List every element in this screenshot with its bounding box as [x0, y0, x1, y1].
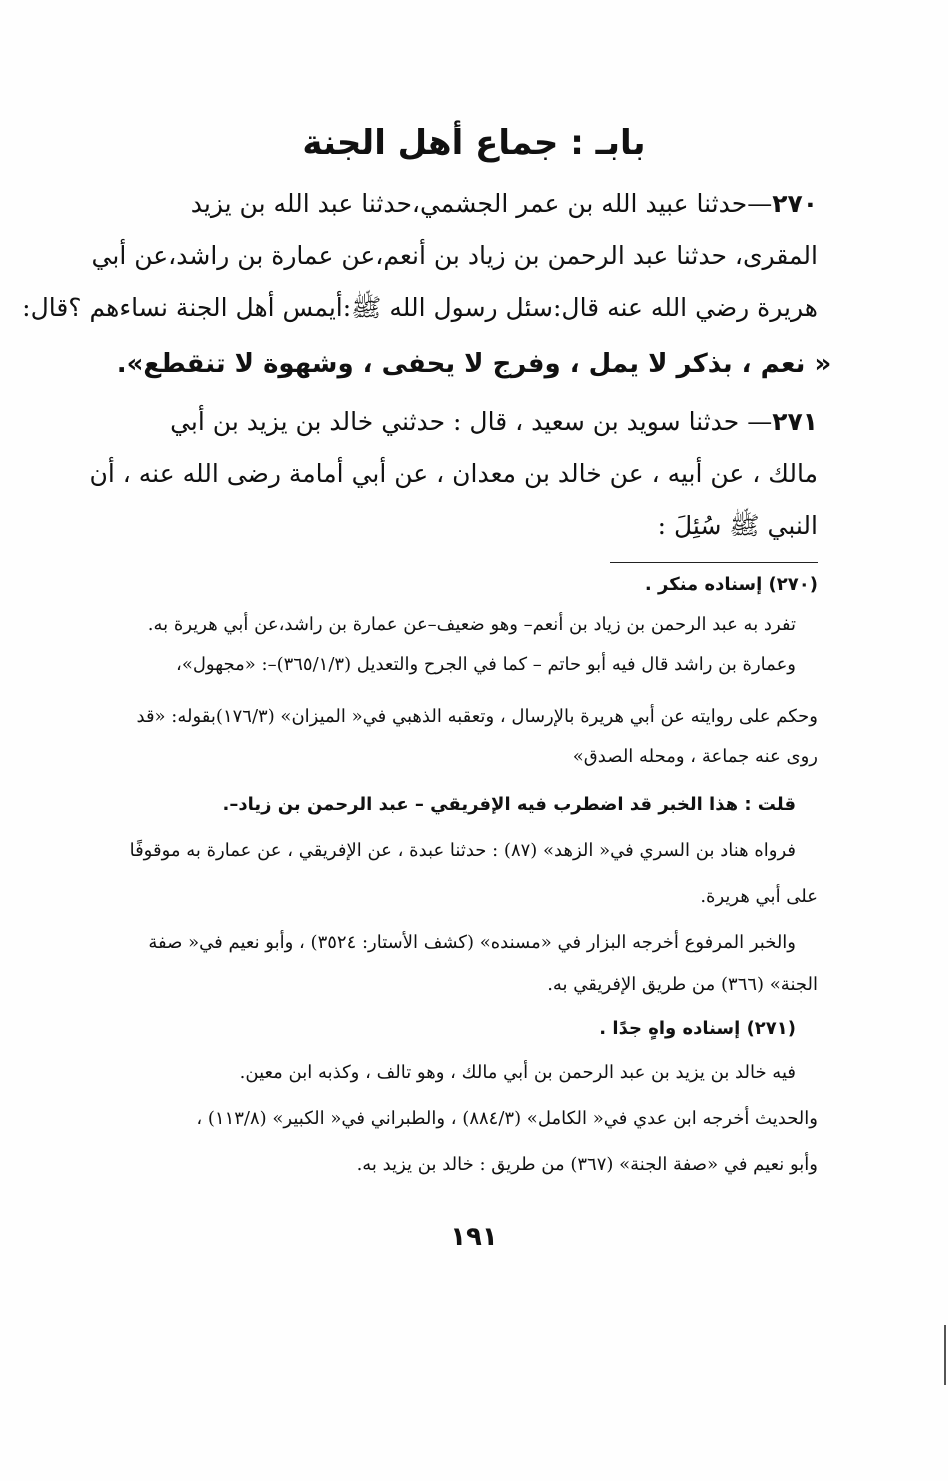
footnote-271-line: وأبو نعيم في «صفة الجنة» (٣٦٧) من طريق : خالد بن يزيد به. [356, 1154, 818, 1175]
hadith-271-number: ٢٧١ [772, 407, 818, 436]
footnote-271-line: والحديث أخرجه ابن عدي في« الكامل» (٨٨٤/٣) ، والطبراني في« الكبير» (١١٣/٨) ، [196, 1108, 818, 1129]
footnote-270-line: وحكم على روايته عن أبي هريرة بالإرسال ، وتعقبه الذهبي في« الميزان» (١٧٦/٣)بقوله: «قد [136, 706, 818, 727]
footnote-271-line: فيه خالد بن يزيد بن عبد الرحمن بن أبي مالك ، وهو تالف ، وكذبه ابن معين. [239, 1062, 796, 1083]
chapter-title: بابـ : جماع أهل الجنة [302, 123, 646, 163]
hadith-270-number: ٢٧٠ [772, 189, 818, 218]
hadith-271-line-1 [128, 398, 818, 446]
hadith-271-line-3: النبي ﷺ سُئِلَ : [657, 511, 818, 540]
hadith-271-line-2: مالك ، عن أبيه ، عن خالد بن معدان ، عن أبي أمامة رضى الله عنه ، أن [89, 459, 818, 488]
footnote-271-heading: (٢٧١) إسناده واهٍ جدًا . [599, 1018, 796, 1039]
footnote-270-line: على أبي هريرة. [700, 886, 818, 907]
hadith-270-line-1 [128, 180, 818, 228]
footnote-270-line: تفرد به عبد الرحمن بن زياد بن أنعم– وهو ضعيف–عن عمارة بن راشد،عن أبي هريرة به. [147, 614, 796, 635]
footnote-270-line: الجنة» (٣٦٦) من طريق الإفريقي به. [547, 974, 818, 995]
footnote-270-line: والخبر المرفوع أخرجه البزار في «مسنده» (كشف الأستار: ٣٥٢٤) ، وأبو نعيم في« صفة [148, 932, 796, 953]
footnote-270-heading: (٢٧٠) إسناده منكر . [644, 574, 818, 595]
hadith-270-line-2: المقرى، حدثنا عبد الرحمن بن زياد بن أنعم،عن عمارة بن راشد،عن أبي [91, 241, 818, 270]
footnote-270-line: روى عنه جماعة ، ومحله الصدق» [572, 746, 818, 767]
hadith-270-answer: « نعم ، بذكر لا يمل ، وفرج لا يحفى ، وشهوة لا تنقطع». [116, 349, 832, 379]
hadith-270-text-1: —حدثنا عبيد الله بن عمر الجشمي،حدثنا عبد الله بن يزيد [190, 189, 773, 218]
footnote-270-line: قلت : هذا الخبر قد اضطرب فيه الإفريقي – عبد الرحمن بن زياد–. [222, 794, 796, 815]
footnote-270-line: وعمارة بن راشد قال فيه أبو حاتم – كما في الجرح والتعديل (٣٦٥/١/٣)–: «مجهول»، [176, 654, 796, 675]
scan-edge-mark [944, 1325, 946, 1385]
hadith-270-line-3: هريرة رضي الله عنه قال:سئل رسول الله ﷺ:أيمس أهل الجنة نساءهم ؟قال: [22, 293, 818, 322]
footnote-270-line: فرواه هناد بن السري في« الزهد» (٨٧) : حدثنا عبدة ، عن الإفريقي ، عن عمارة به موقوفًا [129, 840, 796, 861]
hadith-271-text-1: — حدثنا سويد بن سعيد ، قال : حدثني خالد بن يزيد بن أبي [170, 407, 773, 436]
footnote-separator [610, 562, 818, 563]
page-number: ١٩١ [450, 1222, 498, 1252]
